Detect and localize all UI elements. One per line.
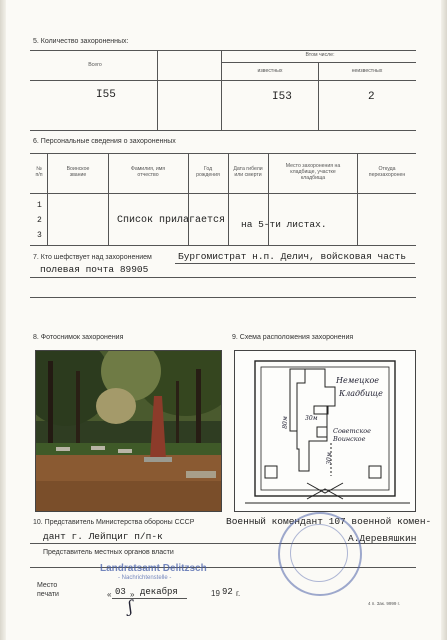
right-scan-edge <box>441 0 447 640</box>
rule <box>221 62 416 63</box>
col-including-header: Втом числе: <box>305 52 335 58</box>
location-scheme <box>234 350 416 512</box>
header-from: Откуда перезахоронен <box>368 166 406 178</box>
col-unknown-header: неизвестных <box>351 68 383 74</box>
row-number: 2 <box>37 216 42 225</box>
section-8-title: 8. Фотоснимок захоронения <box>33 334 124 341</box>
header-year: Год рождения <box>196 166 220 178</box>
round-seal-stamp <box>278 512 362 596</box>
header-place: Место захоронения на кладбище, участке кладбища <box>285 163 341 181</box>
grave-photo-image <box>36 351 221 511</box>
row-number: 1 <box>37 201 42 210</box>
scheme-drawing <box>235 351 415 511</box>
rule <box>318 62 319 130</box>
rule <box>30 297 416 298</box>
rule <box>30 130 416 131</box>
label-distance-30b: 30м <box>325 452 333 465</box>
unknown-count: 2 <box>368 91 375 103</box>
rule <box>157 50 158 130</box>
header-date: Дата гибели или смерти <box>233 166 263 178</box>
grave-photo <box>35 350 222 512</box>
rule <box>30 245 416 246</box>
label-soviet-1: Советское <box>333 427 371 435</box>
landratsamt-stamp: Landratsamt Delitzsch <box>100 563 207 574</box>
header-name: Фамилия, имя отчество <box>130 166 166 178</box>
date-month: декабря <box>140 587 178 597</box>
seal-place-label-2: печати <box>37 591 59 598</box>
rule <box>175 263 415 264</box>
section-10-title: 10. Представитель Министерства обороны СССР <box>33 519 195 526</box>
known-count: I53 <box>272 91 292 103</box>
rule <box>268 153 269 245</box>
date-year: 92 <box>222 587 233 597</box>
date-suffix: г. <box>236 589 241 598</box>
representative-line-2: дант г. Лейпциг п/п-к <box>43 531 163 542</box>
rule <box>30 277 416 278</box>
rule <box>112 598 187 599</box>
header-rank: Воинское звание <box>66 166 90 178</box>
landratsamt-stamp-sub: - Nachrichtenstelle - <box>118 575 172 581</box>
left-scan-edge <box>0 0 6 640</box>
rule <box>30 153 416 154</box>
total-count: I55 <box>96 89 116 101</box>
date-quote-close: » <box>130 590 135 599</box>
rule <box>357 153 358 245</box>
sheets-text: на 5-ти листах. <box>241 219 327 230</box>
label-german-cemetery-1: Немецкое <box>336 376 379 385</box>
print-footer: 4 п. Зак. 9999 г. <box>368 601 400 606</box>
section-6-title: 6. Персональные сведения о захороненных <box>33 138 176 145</box>
patron-line-2: полевая почта 89905 <box>40 264 149 275</box>
list-attached-text: Список прилагается <box>117 215 226 226</box>
label-soviet-2: Воинское <box>333 435 366 443</box>
section-7-title: 7. Кто шефствует над захоронением <box>33 254 152 261</box>
date-quote-open: « <box>107 590 112 599</box>
patron-line-1: Бургомистрат н.п. Делич, войсковая часть <box>178 251 407 262</box>
col-total-header: Всего <box>88 62 102 68</box>
handwritten-signature: ʃ <box>126 596 134 617</box>
rule <box>30 80 416 81</box>
section-5-title: 5. Количество захороненных: <box>33 38 129 45</box>
rule <box>30 193 416 194</box>
date-day: 03 <box>115 587 126 597</box>
representative-name: А.Деревяшкин <box>348 533 417 544</box>
local-representative-label: Представитель местных органов власти <box>43 549 174 556</box>
row-number: 3 <box>37 231 42 240</box>
label-distance-30a: 30м <box>305 415 318 422</box>
header-no: № п/п <box>35 166 43 178</box>
rule <box>30 50 416 51</box>
rule <box>108 153 109 245</box>
date-year-prefix: 19 <box>211 589 220 598</box>
seal-place-label-1: Место <box>37 582 58 589</box>
label-distance-80: 80м <box>281 416 289 429</box>
representative-line-1: Военный комендант 107 военной комен- <box>226 516 432 527</box>
col-known-header: известных <box>257 68 283 74</box>
rule <box>47 153 48 245</box>
label-german-cemetery-2: Кладбище <box>339 389 383 398</box>
section-9-title: 9. Схема расположения захоронения <box>232 334 354 341</box>
